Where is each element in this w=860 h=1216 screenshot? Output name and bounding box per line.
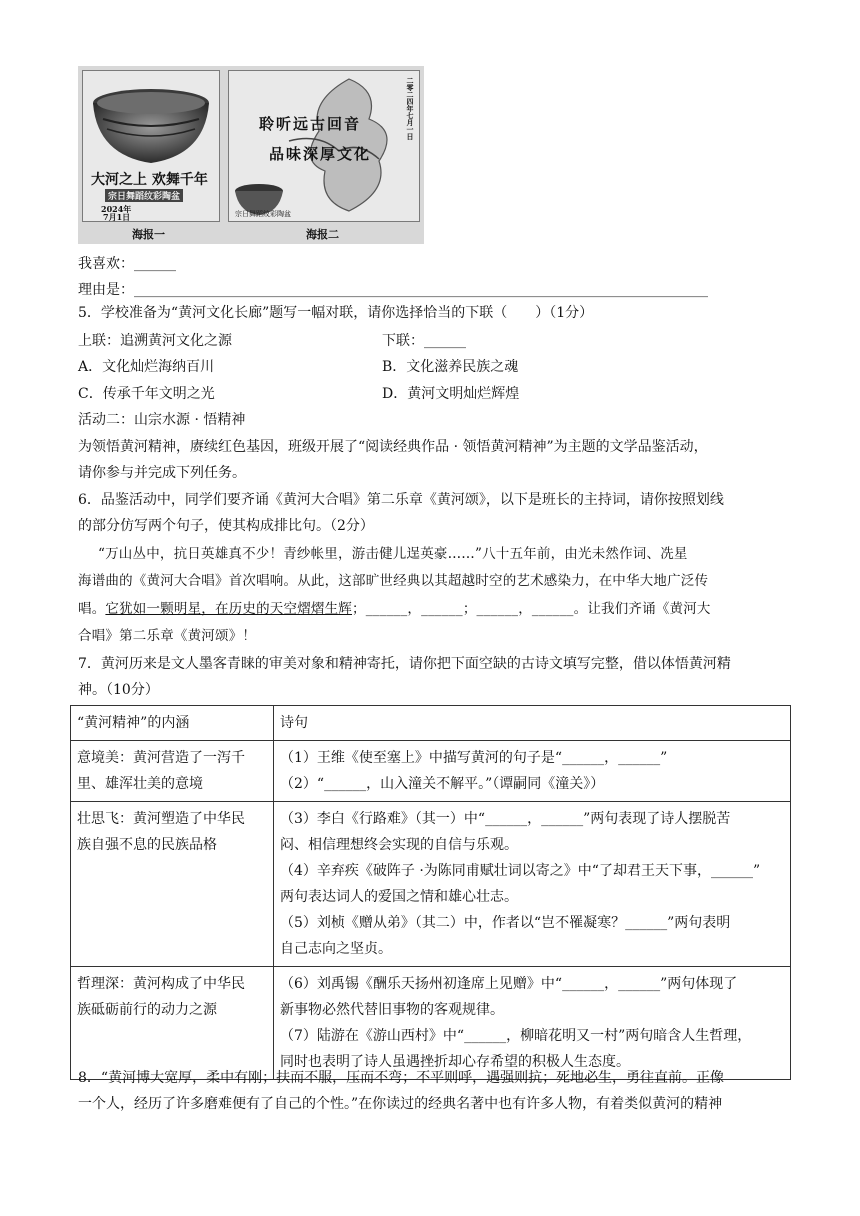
poster-two-headline-1: 聆听远古回音 <box>259 115 362 133</box>
option-c: C．传承千年文明之光 <box>78 386 215 402</box>
meaning-text: 壮思飞：黄河塑造了中华民 <box>77 811 245 827</box>
poster-image-strip <box>78 66 424 244</box>
verse-line: （3）李白《行路难》（其一）中“______，______”两句表现了诗人摆脱苦 <box>280 811 731 827</box>
verse-line: （7）陆游在《游山西村》中“______，柳暗花明又一村”两句暗含人生哲理， <box>280 1028 752 1044</box>
verse-line: 同时也表明了诗人虽遇挫折却心存希望的积极人生态度。 <box>280 1054 630 1070</box>
poster-two-caption: 海报二 <box>306 228 339 241</box>
poster-one <box>82 70 220 222</box>
poster-two-subline: 宗日舞蹈纹彩陶盆 <box>235 210 291 218</box>
passage-line-3-pre: 唱。 <box>78 601 106 617</box>
meaning-cell <box>71 741 274 802</box>
activity-two-title: 活动二：山宗水源 · 悟精神 <box>78 412 246 428</box>
verse-line: 自己志向之坚贞。 <box>280 941 392 957</box>
verse-line: （5）刘桢《赠从弟》（其二）中，作者以“岂不罹凝寒？______”两句表明 <box>280 915 731 931</box>
verse-line: 两句表达词人的爱国之情和雄心壮志。 <box>280 889 518 905</box>
verse-line: （6）刘禹锡《酬乐天扬州初逢席上见赠》中“______，______”两句体现了 <box>280 976 738 992</box>
passage-line-1: “万山丛中，抗日英雄真不少！青纱帐里，游击健儿逞英豪……”八十五年前，由光未然作词、冼星 <box>98 546 688 562</box>
meaning-text: 族自强不息的民族品格 <box>77 837 217 853</box>
couplet-upper: 上联：追溯黄河文化之源 <box>78 333 232 349</box>
table-row <box>71 967 791 1080</box>
poster-two <box>228 70 420 222</box>
question-5-stem: 5．学校准备为“黄河文化长廊”题写一幅对联，请你选择恰当的下联（ ）（1分） <box>78 305 594 321</box>
meaning-text: 族砥砺前行的动力之源 <box>77 1002 217 1018</box>
table-header-row <box>71 706 791 741</box>
verse-line: 闷、相信理想终会实现的自信与乐观。 <box>280 837 518 853</box>
passage-line-4: 合唱》第二乐章《黄河颂》！ <box>78 628 257 644</box>
question-7-stem-2: 神。（10分） <box>78 682 159 698</box>
verse-cell <box>274 802 791 967</box>
question-7-stem-1: 7．黄河历来是文人墨客青睐的审美对象和精神寄托，请你把下面空缺的古诗文填写完整，借以体悟黄河精 <box>78 656 731 672</box>
option-a: A．文化灿烂海纳百川 <box>78 359 215 375</box>
couplet-lower: 下联：______ <box>382 333 466 349</box>
poster-one-headline: 大河之上 欢舞千年 <box>91 172 208 188</box>
option-d: D．黄河文明灿烂辉煌 <box>382 386 520 402</box>
passage-line-2: 海谱曲的《黄河大合唱》首次唱响。从此，这部旷世经典以其超越时空的艺术感染力，在中华大地广泛传 <box>78 573 709 589</box>
passage-line-3-post: ；______，______；______，______。让我们齐诵《黄河大 <box>352 601 711 617</box>
verse-line: 新事物必然代替旧事物的客观规律。 <box>280 1002 504 1018</box>
header-verse: 诗句 <box>274 706 791 741</box>
header-meaning: “黄河精神”的内涵 <box>71 706 274 741</box>
question-6-stem-1: 6．品鉴活动中，同学们要齐诵《黄河大合唱》第二乐章《黄河颂》，以下是班长的主持词，请你按照划线 <box>78 492 724 508</box>
meaning-text: 哲理深：黄河构成了中华民 <box>77 976 245 992</box>
poster-one-subline: 宗日舞蹈纹彩陶盆 <box>105 189 183 202</box>
passage-line-3 <box>78 599 711 619</box>
question-8-line-1: 8．“黄河博大宽厚，柔中有刚；扶而不服，压而不弯；不平则呼，遇强则抗；死地必生，勇往直前。正像 <box>78 1070 725 1086</box>
meaning-text: 里、雄浑壮美的意境 <box>77 776 203 792</box>
question-6-stem-2: 的部分仿写两个句子，使其构成排比句。（2分） <box>78 518 374 534</box>
reason-prompt: 理由是：__________________________________________________________________________________ <box>78 282 708 298</box>
table-row <box>71 802 791 967</box>
like-prompt: 我喜欢：______ <box>78 256 176 272</box>
verse-line: （4）辛弃疾《破阵子 ·为陈同甫赋壮词以寄之》中“了却君王天下事，______” <box>280 863 761 879</box>
meaning-cell <box>71 967 274 1080</box>
meaning-text: 意境美：黄河营造了一泻千 <box>77 750 245 766</box>
poster-two-headline-2: 品味深厚文化 <box>269 145 372 163</box>
poster-one-caption: 海报一 <box>132 228 165 241</box>
verse-line: （2）“______，山入潼关不解平。”（谭嗣同《潼关》） <box>280 776 605 792</box>
verse-cell <box>274 741 791 802</box>
meaning-cell <box>71 802 274 967</box>
activity-two-intro-2: 请你参与并完成下列任务。 <box>78 465 246 481</box>
verse-cell <box>274 967 791 1080</box>
poster-two-side-text: 二零二四年七月一日 <box>406 77 415 140</box>
poster-one-date: 7月1日 <box>103 212 131 222</box>
poster-one-year: 2024年 <box>101 204 132 214</box>
question-8-line-2: 一个人，经历了许多磨难便有了自己的个性。”在你读过的经典名著中也有许多人物，有着类似黄河的精神 <box>78 1096 723 1112</box>
activity-two-intro-1: 为领悟黄河精神，赓续红色基因，班级开展了“阅读经典作品 · 领悟黄河精神”为主题的文学品鉴活动， <box>78 439 708 455</box>
underlined-model-sentence: 它犹如一颗明星，在历史的天空熠熠生辉 <box>105 601 353 617</box>
option-b: B．文化滋养民族之魂 <box>382 359 519 375</box>
table-row <box>71 741 791 802</box>
verse-line: （1）王维《使至塞上》中描写黄河的句子是“______，______” <box>280 750 668 766</box>
poetry-table <box>70 705 791 1080</box>
